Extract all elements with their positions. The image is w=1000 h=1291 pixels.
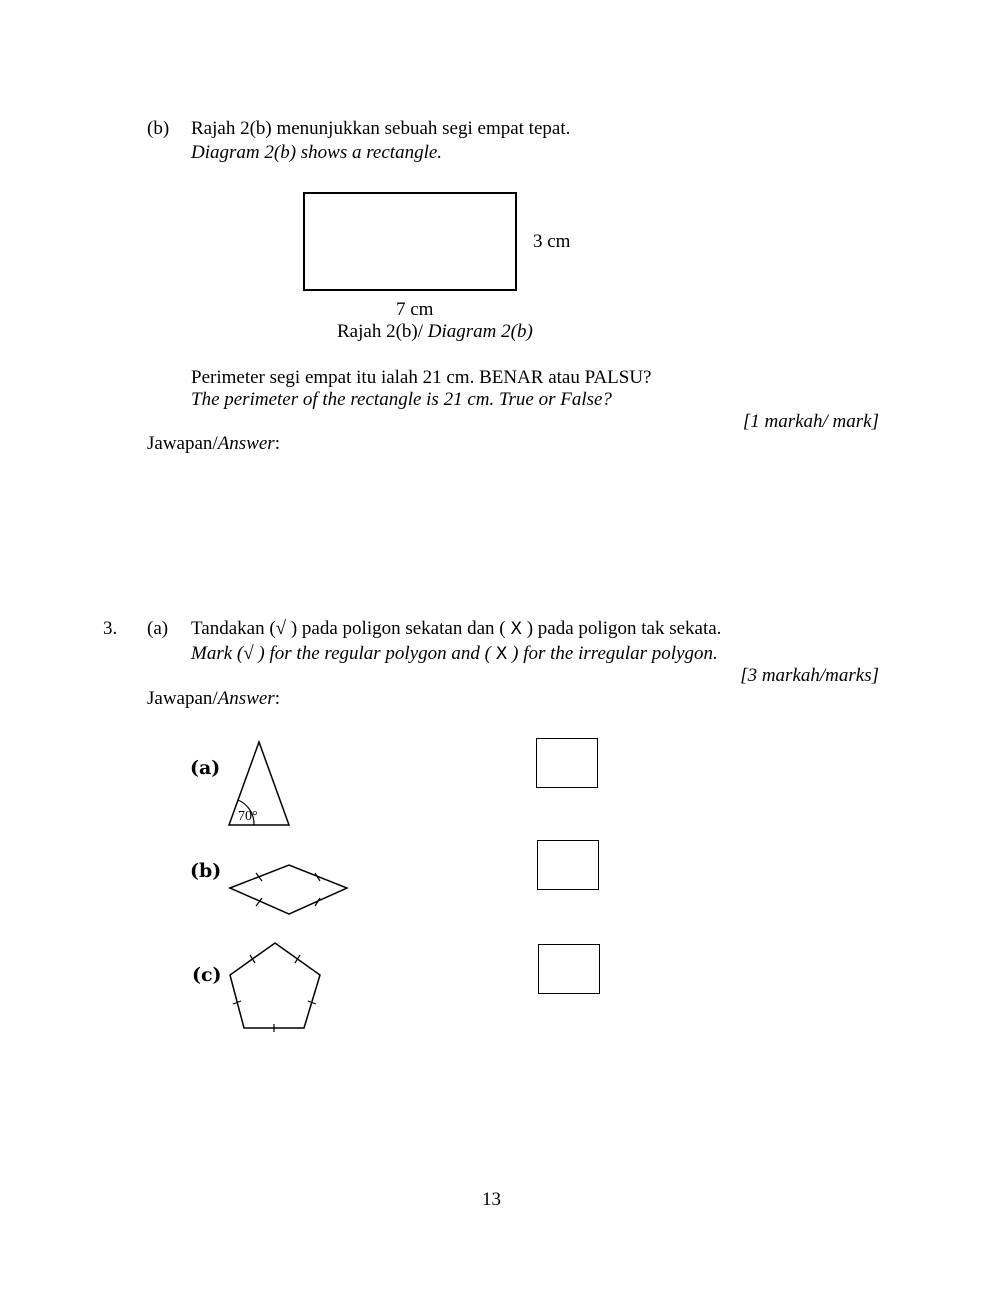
check-symbol: √ <box>275 618 287 639</box>
cross-symbol: X <box>510 619 522 639</box>
rectangle-diagram <box>303 192 517 291</box>
rectangle-width-label: 7 cm <box>396 299 434 320</box>
rectangle-height-label: 3 cm <box>533 231 571 252</box>
part-b-label: (b) <box>147 118 170 139</box>
question-ms: Perimeter segi empat itu ialah 21 cm. BENAR atau PALSU? <box>191 367 652 388</box>
question-3-answer-label: Jawapan/Answer: <box>147 688 280 709</box>
angle-label: 70° <box>238 809 258 824</box>
item-c-label: (c) <box>192 964 222 986</box>
answer-label: Jawapan/Answer: <box>147 433 280 454</box>
diagram-caption: Rajah 2(b)/ Diagram 2(b) <box>337 321 533 342</box>
pentagon-diagram <box>227 940 323 1032</box>
answer-box-a[interactable] <box>536 738 598 788</box>
question-en: The perimeter of the rectangle is 21 cm. True or False? <box>191 389 612 410</box>
question-3-number: 3. <box>103 618 118 639</box>
item-b-label: (b) <box>190 860 222 882</box>
part-b-text-ms: Rajah 2(b) menunjukkan sebuah segi empat tepat. <box>191 118 571 139</box>
question-3-line-ms: Tandakan (√ ) pada poligon sekatan dan ( X ) pada poligon tak sekata. <box>191 618 722 639</box>
question-3-marks: [3 markah/marks] <box>740 665 879 686</box>
page-number: 13 <box>482 1189 501 1210</box>
marks-label: [1 markah/ mark] <box>742 411 879 432</box>
answer-box-c[interactable] <box>538 944 600 994</box>
part-b-text-en: Diagram 2(b) shows a rectangle. <box>191 142 443 163</box>
rhombus-diagram <box>227 862 351 918</box>
answer-box-b[interactable] <box>537 840 599 890</box>
question-3-sub-label: (a) <box>147 618 169 639</box>
item-a-label: (a) <box>190 757 221 779</box>
question-3-line-en: Mark (√ ) for the regular polygon and ( X ) for the irregular polygon. <box>191 643 718 664</box>
isosceles-triangle-diagram <box>225 738 295 830</box>
